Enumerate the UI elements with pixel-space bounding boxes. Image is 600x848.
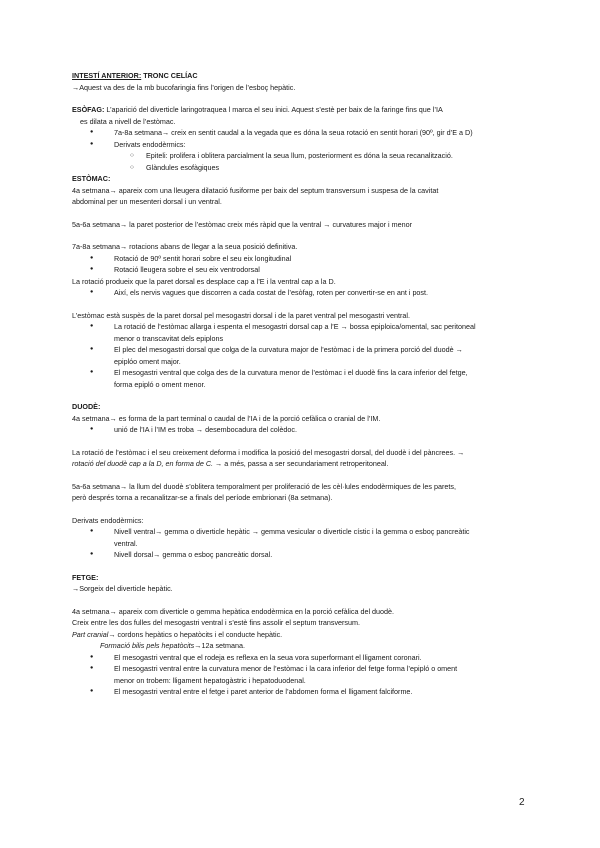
heading-rest: TRONC CELÍAC <box>141 71 198 80</box>
duode-heading: DUODÈ: <box>72 402 101 411</box>
list-item-continuation: epiplóo oment major. <box>114 356 181 366</box>
duode-p1: 4a setmana→ es forma de la part terminal o caudal de l’IA i de la porció cefàlica o cranial de l’IM. <box>72 413 381 423</box>
list-item-continuation: menor on trobem: lligament hepatogàstric i hepatoduodenal. <box>114 675 306 685</box>
list-item: ● Nivell ventral→ gemma o diverticle hepàtic → gemma vesicular o diverticle cístic i la gemma o esboç pancreàtic <box>72 526 542 538</box>
duode-p2b <box>72 458 542 470</box>
list-item-continuation: ventral. <box>114 538 138 548</box>
estomac-p1b: abdominal per un mesenteri dorsal i un ventral. <box>72 197 222 206</box>
list-item: ● unió de l’IA i l’IM es troba → desembocadura del colèdoc. <box>72 424 542 436</box>
list-item: ● El mesogastri ventral entre el fetge i paret anterior de l’abdomen forma el lligament falciforme. <box>72 686 542 698</box>
estomac-p3: 7a-8a setmana→ rotacions abans de llegar a la seua posició definitiva. <box>72 242 298 251</box>
estomac-p5: L’estòmac està suspès de la paret dorsal pel mesogastri dorsal i de la paret ventral pel mesogastri ventral. <box>72 310 410 320</box>
list-item: ● Així, els nervis vagues que discorren a cada costat de l’esòfag, roten per convertir-se en ant i post. <box>72 287 542 299</box>
list-item-continuation: menor o transcavitat dels epiplons <box>114 333 224 343</box>
fetge-intro: →Sorgeix del diverticle hepàtic. <box>72 584 173 593</box>
estomac-p2: 5a-6a setmana→ la paret posterior de l’estòmac creix més ràpid que la ventral → curvatures major i menor <box>72 219 412 229</box>
list-item: ● Nivell dorsal→ gemma o esboç pancreàtic dorsal. <box>72 549 542 561</box>
fetge-p4-rest: →12a setmana. <box>194 641 246 650</box>
heading-underlined: INTESTÍ ANTERIOR: <box>72 71 142 80</box>
duode-p2a: La rotació de l’estòmac i el seu creixement deforma i modifica la posició del mesogastri dorsal, del duodè i del pàncrees. → <box>72 447 465 457</box>
list-item-continuation: forma epipló o oment menor. <box>114 379 206 389</box>
fetge-p4 <box>72 640 542 652</box>
fetge-p2: Creix entre les dos fulles del mesogastri ventral i s’estè fins assolir el septum transversum. <box>72 618 361 627</box>
fetge-heading: FETGE: <box>72 572 99 582</box>
intro-line: →Aquest va des de la mb bucofaringia fins l’origen de l’esboç hepàtic. <box>72 82 296 92</box>
list-item: ● La rotació de l’estòmac allarga i espenta el mesogastri dorsal cap a l’E → bossa epiploica/omental, sac peritoneal <box>72 321 542 333</box>
esofag-heading: ESÒFAG: <box>72 105 105 114</box>
list-item: ● El mesogastri ventral que el rodeja es reflexa en la seua vora superformant el lligament coronari. <box>72 652 542 664</box>
estomac-heading: ESTÒMAC: <box>72 174 111 183</box>
list-item: ● Derivats endodèrmics: <box>72 139 542 151</box>
list-item: ● El plec del mesogastri dorsal que colga de la curvatura major de l’estòmac i de la primera porció del duodè → <box>72 344 542 356</box>
esofag-text-2: es dilata a nivell de l’estòmac. <box>80 116 176 126</box>
page-content <box>72 70 542 698</box>
duode-p3a: 5a-6a setmana→ la llum del duodè s’oblitera temporalment per proliferació de les cèl·lules endodèrmiques de les parets, <box>72 481 456 491</box>
fetge-p3-rest: → cordons hepàtics o hepatòcits i el conducte hepàtic. <box>108 629 283 639</box>
estomac-p4: La rotació produeix que la paret dorsal es desplace cap a l’E i la ventral cap a la D. <box>72 276 336 286</box>
page-number: 2 <box>519 797 525 808</box>
esofag-text-1: L’aparició del diverticle laringotraquea l marca el seu inici. Aquest s’estè per baix de la faringe fins que l’IA <box>104 105 443 114</box>
list-item: ● Rotació lleugera sobre el seu eix ventrodorsal <box>72 264 542 276</box>
duode-p3b: però després torna a recanalitzar-se a finals del període embrionari (8a setmana). <box>72 493 333 502</box>
duode-p4: Derivats endodèrmics: <box>72 515 144 525</box>
fetge-p3 <box>72 629 542 641</box>
sub-list-item: ○ Glàndules esofàgiques <box>72 162 542 174</box>
estomac-p1a: 4a setmana→ apareix com una lleugera dilatació fusiforme per baix del septum transversum i suspesa de la cavitat <box>72 185 439 195</box>
list-item: ● El mesogastri ventral que colga des de la curvatura menor de l’estòmac i el duodè fins la cara inferior del fetge, <box>72 367 542 379</box>
sub-list-item: ○ Epiteli: prolifera i oblitera parcialment la seua llum, posteriorment es dóna la seua recanalització. <box>72 150 542 162</box>
duode-p2b-rest: → a més, passa a ser secundariament retroperitoneal. <box>213 459 389 468</box>
duode-p2b-italic: rotació del duodè cap a la D, en forma de C. <box>72 459 214 468</box>
esofag-paragraph <box>72 104 542 116</box>
section-heading-intesti-anterior <box>72 70 542 82</box>
list-item: ● Rotació de 90º sentit horari sobre el seu eix longitudinal <box>72 253 542 265</box>
list-item: ● 7a-8a setmana→ creix en sentit caudal a la vegada que es dóna la seua rotació en sentit horari (90º, gir d’E a D) <box>72 127 542 139</box>
fetge-p4-italic: Formació bilis pels hepatòcits <box>100 641 195 650</box>
fetge-p3-italic: Part cranial <box>72 629 109 639</box>
fetge-p1: 4a setmana→ apareix com diverticle o gemma hepàtica endodèrmica en la porció cefàlica del duodè. <box>72 606 395 616</box>
list-item: ● El mesogastri ventral entre la curvatura menor de l’estòmac i la cara inferior del fetge forma l’epipló o oment <box>72 663 542 675</box>
